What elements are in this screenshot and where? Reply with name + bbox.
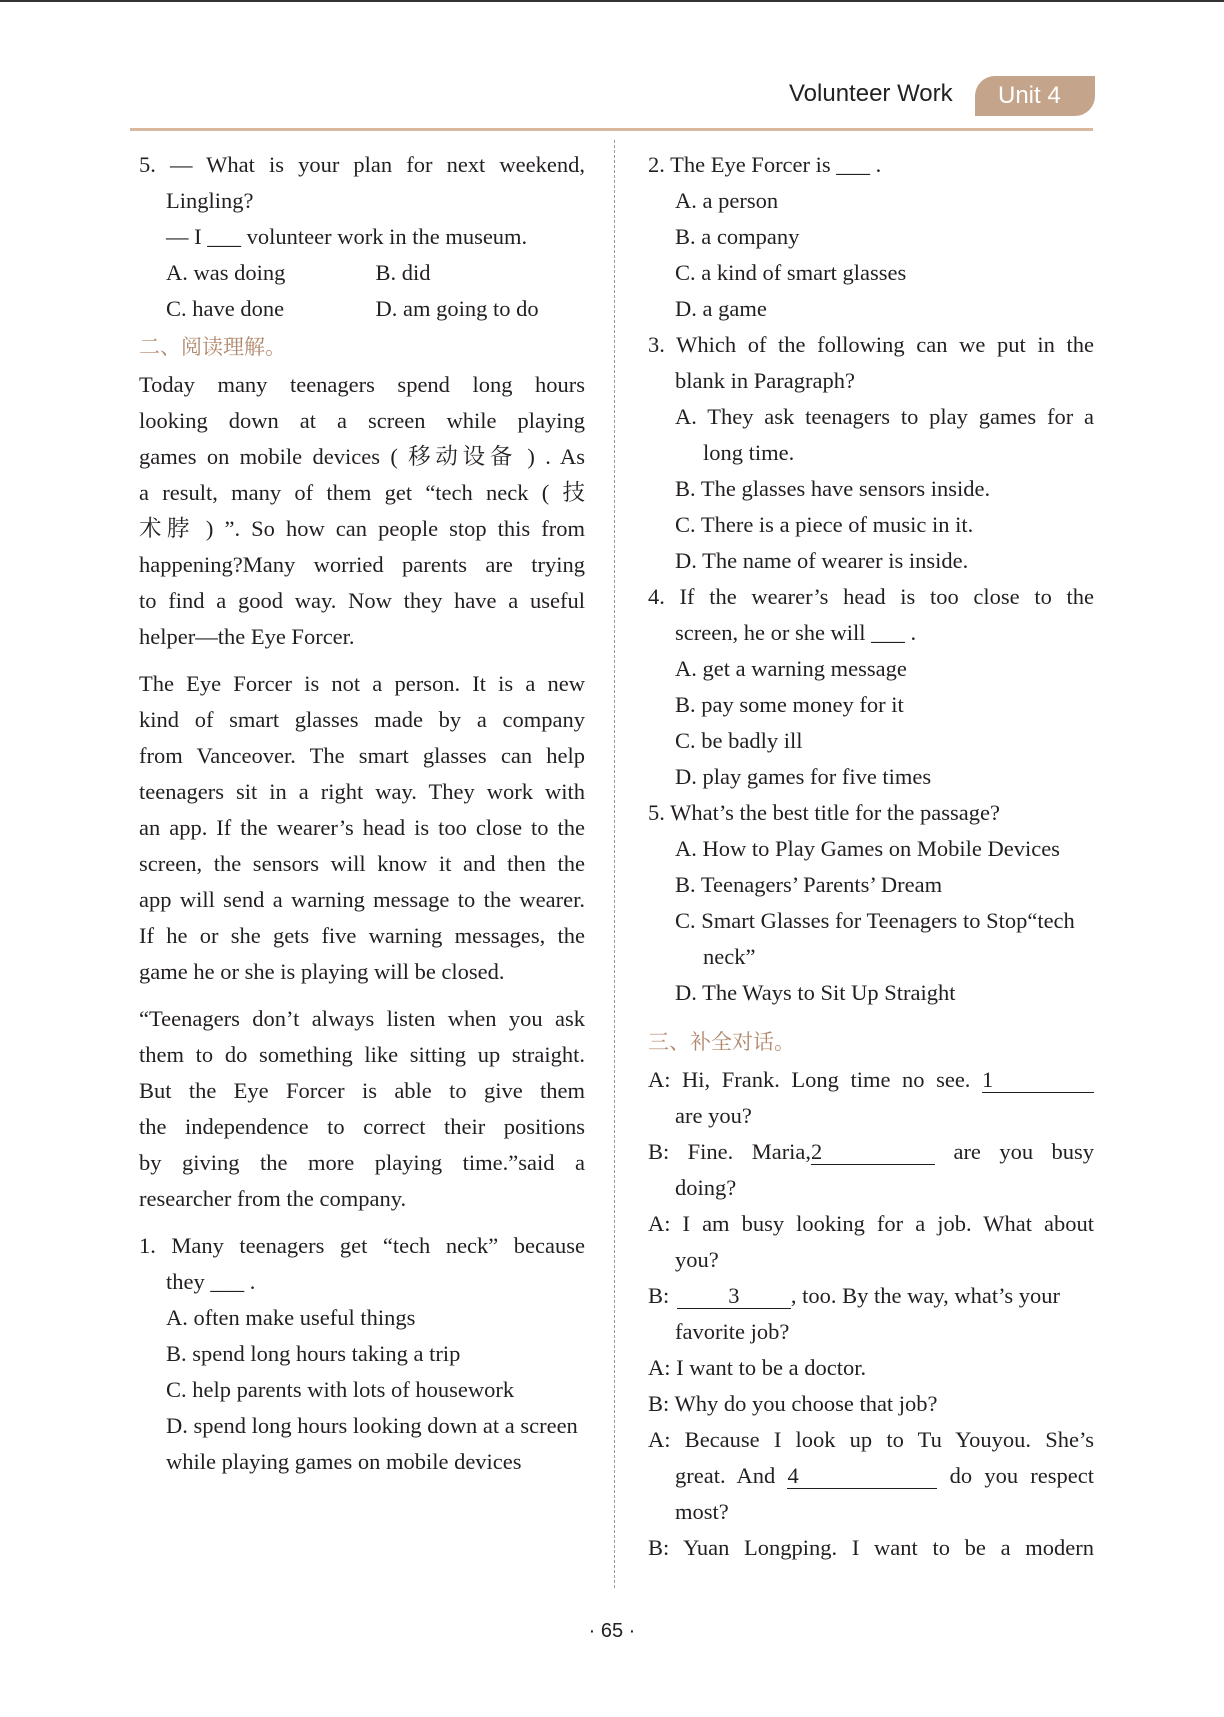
question-1-option-d: D. spend long hours looking down at a screen [166,1413,578,1438]
passage-line: to find a good way. Now they have a useful [139,588,585,613]
passage-paragraph-2 [139,666,585,990]
page-number: · 65 · [588,1620,636,1642]
question-1-option-c: C. help parents with lots of housework [166,1377,515,1402]
dialogue [648,1062,1094,1566]
question-3-option-a: A. They ask teenagers to play games for a [675,404,1094,429]
passage-line: the independence to correct their positions [139,1114,585,1139]
unit-label: Unit 4 [998,82,1061,109]
dialogue-text: , too. By the way, what’s your [790,1283,1061,1308]
dialogue-line-6: B: Why do you choose that job? [648,1391,938,1416]
question-2-option-d: D. a game [675,296,767,321]
spacer [648,1011,1094,1022]
question-4-stem: 4. If the wearer’s head is too close to the [648,584,1094,609]
question-5-stem-cont: Lingling? [166,188,254,213]
blank-3[interactable]: 3 [677,1284,791,1309]
dialogue-line-2-cont: doing? [675,1175,737,1200]
question-5-option-c-cont: neck” [703,944,756,969]
passage-line: games on mobile devices ( 移动设备 ) . As [139,444,585,469]
question-5-option-d: D. The Ways to Sit Up Straight [675,980,956,1005]
question-1 [139,1228,585,1480]
passage-line: Today many teenagers spend long hours [139,372,585,397]
dialogue-text: are you busy [953,1139,1094,1164]
question-2-option-c: C. a kind of smart glasses [675,260,907,285]
question-1-stem-cont: they ___ . [166,1269,256,1294]
dialogue-text: do you respect [949,1463,1095,1488]
dialogue-line-8: B: Yuan Longping. I want to be a modern [648,1535,1094,1560]
passage-line: researcher from the company. [139,1186,407,1211]
question-4-option-d: D. play games for five times [675,764,932,789]
dialogue-line-1 [648,1062,1094,1098]
question-3-stem: 3. Which of the following can we put in the [648,332,1094,357]
option-d: D. am going to do [375,296,539,321]
dialogue-text: B: [648,1283,670,1308]
question-5-stem: 5. What’s the best title for the passage? [648,800,1000,825]
dialogue-line-3-cont: you? [675,1247,719,1272]
passage-line: an app. If the wearer’s head is too close to the [139,815,585,840]
question-5-options-row2 [139,291,585,327]
dialogue-text: B: Fine. Maria, [648,1139,812,1164]
passage-line: helper—the Eye Forcer. [139,624,355,649]
question-5-stem: 5. — What is your plan for next weekend, [139,152,585,177]
question-1-option-b: B. spend long hours taking a trip [166,1341,461,1366]
question-5-options-row1 [139,255,585,291]
passage-line: screen, the sensors will know it and then the [139,851,585,876]
question-2-option-a: A. a person [675,188,779,213]
question-1-option-d-cont: while playing games on mobile devices [166,1449,522,1474]
passage-line: happening?Many worried parents are trying [139,552,585,577]
passage-paragraph-3 [139,1001,585,1217]
question-5-response: — I ___ volunteer work in the museum. [166,224,528,249]
dialogue-text: A: Hi, Frank. Long time no see. [648,1067,971,1092]
question-3-option-a-cont: long time. [703,440,795,465]
question-2-stem: 2. The Eye Forcer is ___ . [648,152,882,177]
passage-line: looking down at a screen while playing [139,408,585,433]
question-4-option-a: A. get a warning message [675,656,907,681]
passage-paragraph-1 [139,367,585,655]
passage-line: The Eye Forcer is not a person. It is a new [139,671,585,696]
passage-line: kind of smart glasses made by a company [139,707,585,732]
question-3-option-b: B. The glasses have sensors inside. [675,476,991,501]
passage-line: by giving the more playing time.”said a [139,1150,585,1175]
column-divider [614,140,615,1588]
passage-line: 术脖 ) ”. So how can people stop this from [139,516,585,541]
dialogue-line-4-cont: favorite job? [675,1319,790,1344]
passage-line: But the Eye Forcer is able to give them [139,1078,585,1103]
dialogue-line-7: A: Because I look up to Tu Youyou. She’s [648,1427,1094,1452]
question-4-option-c: C. be badly ill [675,728,803,753]
passage-line: them to do something like sitting up straight. [139,1042,585,1067]
passage-line: app will send a warning message to the wearer. [139,887,585,912]
top-border [0,0,1224,2]
dialogue-line-4 [648,1278,1094,1314]
passage-line: from Vanceover. The smart glasses can help [139,743,585,768]
dialogue-line-3: A: I am busy looking for a job. What about [648,1211,1094,1236]
header-rule [130,128,1093,131]
blank-1[interactable]: 1 [982,1068,1094,1093]
question-5-option-c: C. Smart Glasses for Teenagers to Stop“tech [675,908,1075,933]
section-heading-dialogue: 三、补全对话。 [648,1030,795,1054]
option-a: A. was doing [166,260,286,285]
question-5-option-a: A. How to Play Games on Mobile Devices [675,836,1060,861]
passage-line: a result, many of them get “tech neck ( 技 [139,480,585,505]
dialogue-line-7-end: most? [675,1499,729,1524]
passage-line: game he or she is playing will be closed. [139,959,505,984]
passage-line: “Teenagers don’t always listen when you ask [139,1006,585,1031]
left-column [139,147,585,1480]
question-3-option-d: D. The name of wearer is inside. [675,548,969,573]
section-heading-reading: 二、阅读理解。 [139,335,286,359]
blank-2[interactable]: 2 [811,1140,935,1165]
dialogue-line-1-cont: are you? [675,1103,752,1128]
question-4-option-b: B. pay some money for it [675,692,904,717]
right-column [648,147,1094,1566]
option-b: B. did [375,260,431,285]
question-1-stem: 1. Many teenagers get “tech neck” because [139,1233,585,1258]
question-1-option-a: A. often make useful things [166,1305,416,1330]
dialogue-line-2 [648,1134,1094,1170]
passage-line: teenagers sit in a right way. They work with [139,779,585,804]
option-c: C. have done [166,296,285,321]
question-5-option-b: B. Teenagers’ Parents’ Dream [675,872,943,897]
blank-4[interactable]: 4 [787,1464,937,1489]
dialogue-text: great. And [675,1463,776,1488]
dialogue-line-5: A: I want to be a doctor. [648,1355,867,1380]
header-title: Volunteer Work [789,80,953,107]
question-3-stem-cont: blank in Paragraph? [675,368,855,393]
question-4-stem-cont: screen, he or she will ___ . [675,620,917,645]
question-2-option-b: B. a company [675,224,800,249]
question-3-option-c: C. There is a piece of music in it. [675,512,974,537]
passage-line: If he or she gets five warning messages, the [139,923,585,948]
dialogue-line-7-cont [648,1458,1094,1494]
